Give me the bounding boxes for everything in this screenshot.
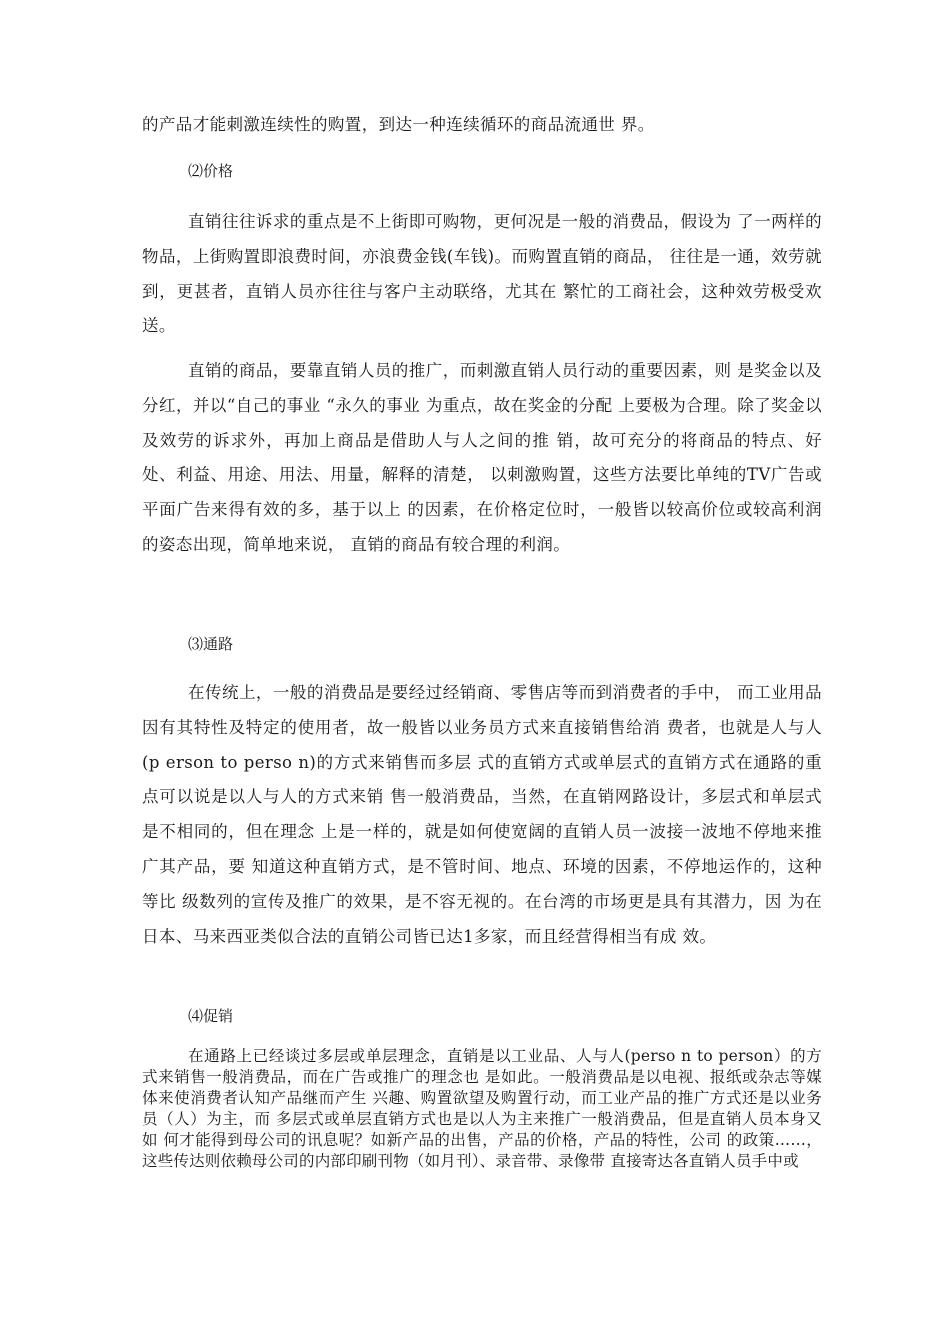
section-heading-channel: ⑶通路 bbox=[188, 635, 234, 653]
section-heading-promotion: ⑷促销 bbox=[188, 1007, 234, 1025]
paragraph-promotion: 在通路上已经谈过多层或单层理念，直销是以工业品、人与人(perso n to person）的方式来销售一般消费品，而在广告或推广的理念也 是如此。一般消费品是以电视、报纸或杂志等媒体来使消费者认知产品继而产生 兴趣、购置欲望及购置行动，而工业产品的推广方式还是以业务员（人）为主，而 多层式或单层直销方式也是以人为主来推广一般消费品，但是直销人员本身又如 何才能得到母公司的讯息呢？如新产品的出售，产品的价格，产品的特性，公司 的政策……，这些传达则依赖母公司的内部印刷刊物（如月刊）、录音带、录像带 直接寄达各直销人员手中或 bbox=[142, 1047, 822, 1170]
paragraph-price-1: 直销往往诉求的重点是不上街即可购物，更何况是一般的消费品，假设为 了一两样的物品，上街购置即浪费时间，亦浪费金钱(车钱)。而购置直销的商品， 往往是一通，效劳就到，更甚者，直销人员亦往往与客户主动联络，尤其在 繁忙的工商社会，这种效劳极受欢送。 bbox=[142, 212, 822, 336]
section-heading-price: ⑵价格 bbox=[188, 162, 234, 180]
paragraph-channel: 在传统上，一般的消费品是要经过经销商、零售店等而到消费者的手中， 而工业用品因有其特性及特定的使用者，故一般皆以业务员方式来直接销售给消 费者，也就是人与人(p erson to perso n)的方式来销售而多层 式的直销方式或单层式的直销方式在通路的重点可以说是以人与人的方式来销 售一般消费品，当然，在直销网路设计，多层式和单层式是不相同的，但在理念 上是一样的，就是如何使宽阔的直销人员一波接一波地不停地来推广其产品，要 知道这种直销方式，是不管时间、地点、环境的因素，不停地运作的，这种等比 级数列的宣传及推广的效果，是不容无视的。在台湾的市场更是具有其潜力，因 为在日本、马来西亚类似合法的直销公司皆已达1多家，而且经营得相当有成 效。 bbox=[142, 683, 822, 946]
paragraph-price-2: 直销的商品，要靠直销人员的推广，而刺激直销人员行动的重要因素，则 是奖金以及分红，并以“自己的事业 “永久的事业 为重点，故在奖金的分配 上要极为合理。除了奖金以及效劳的诉求外，再加上商品是借助人与人之间的推 销，故可充分的将商品的特点、好处、利益、用途、用法、用量，解释的清楚， 以刺激购置，这些方法要比单纯的TV广告或平面广告来得有效的多，基于以上 的因素，在价格定位时，一般皆以较高价位或较高利润的姿态出现，简单地来说， 直销的商品有较合理的利润。 bbox=[142, 361, 822, 554]
paragraph-intro-continuation: 的产品才能刺激连续性的购置，到达一种连续循环的商品流通世 界。 bbox=[142, 115, 655, 134]
